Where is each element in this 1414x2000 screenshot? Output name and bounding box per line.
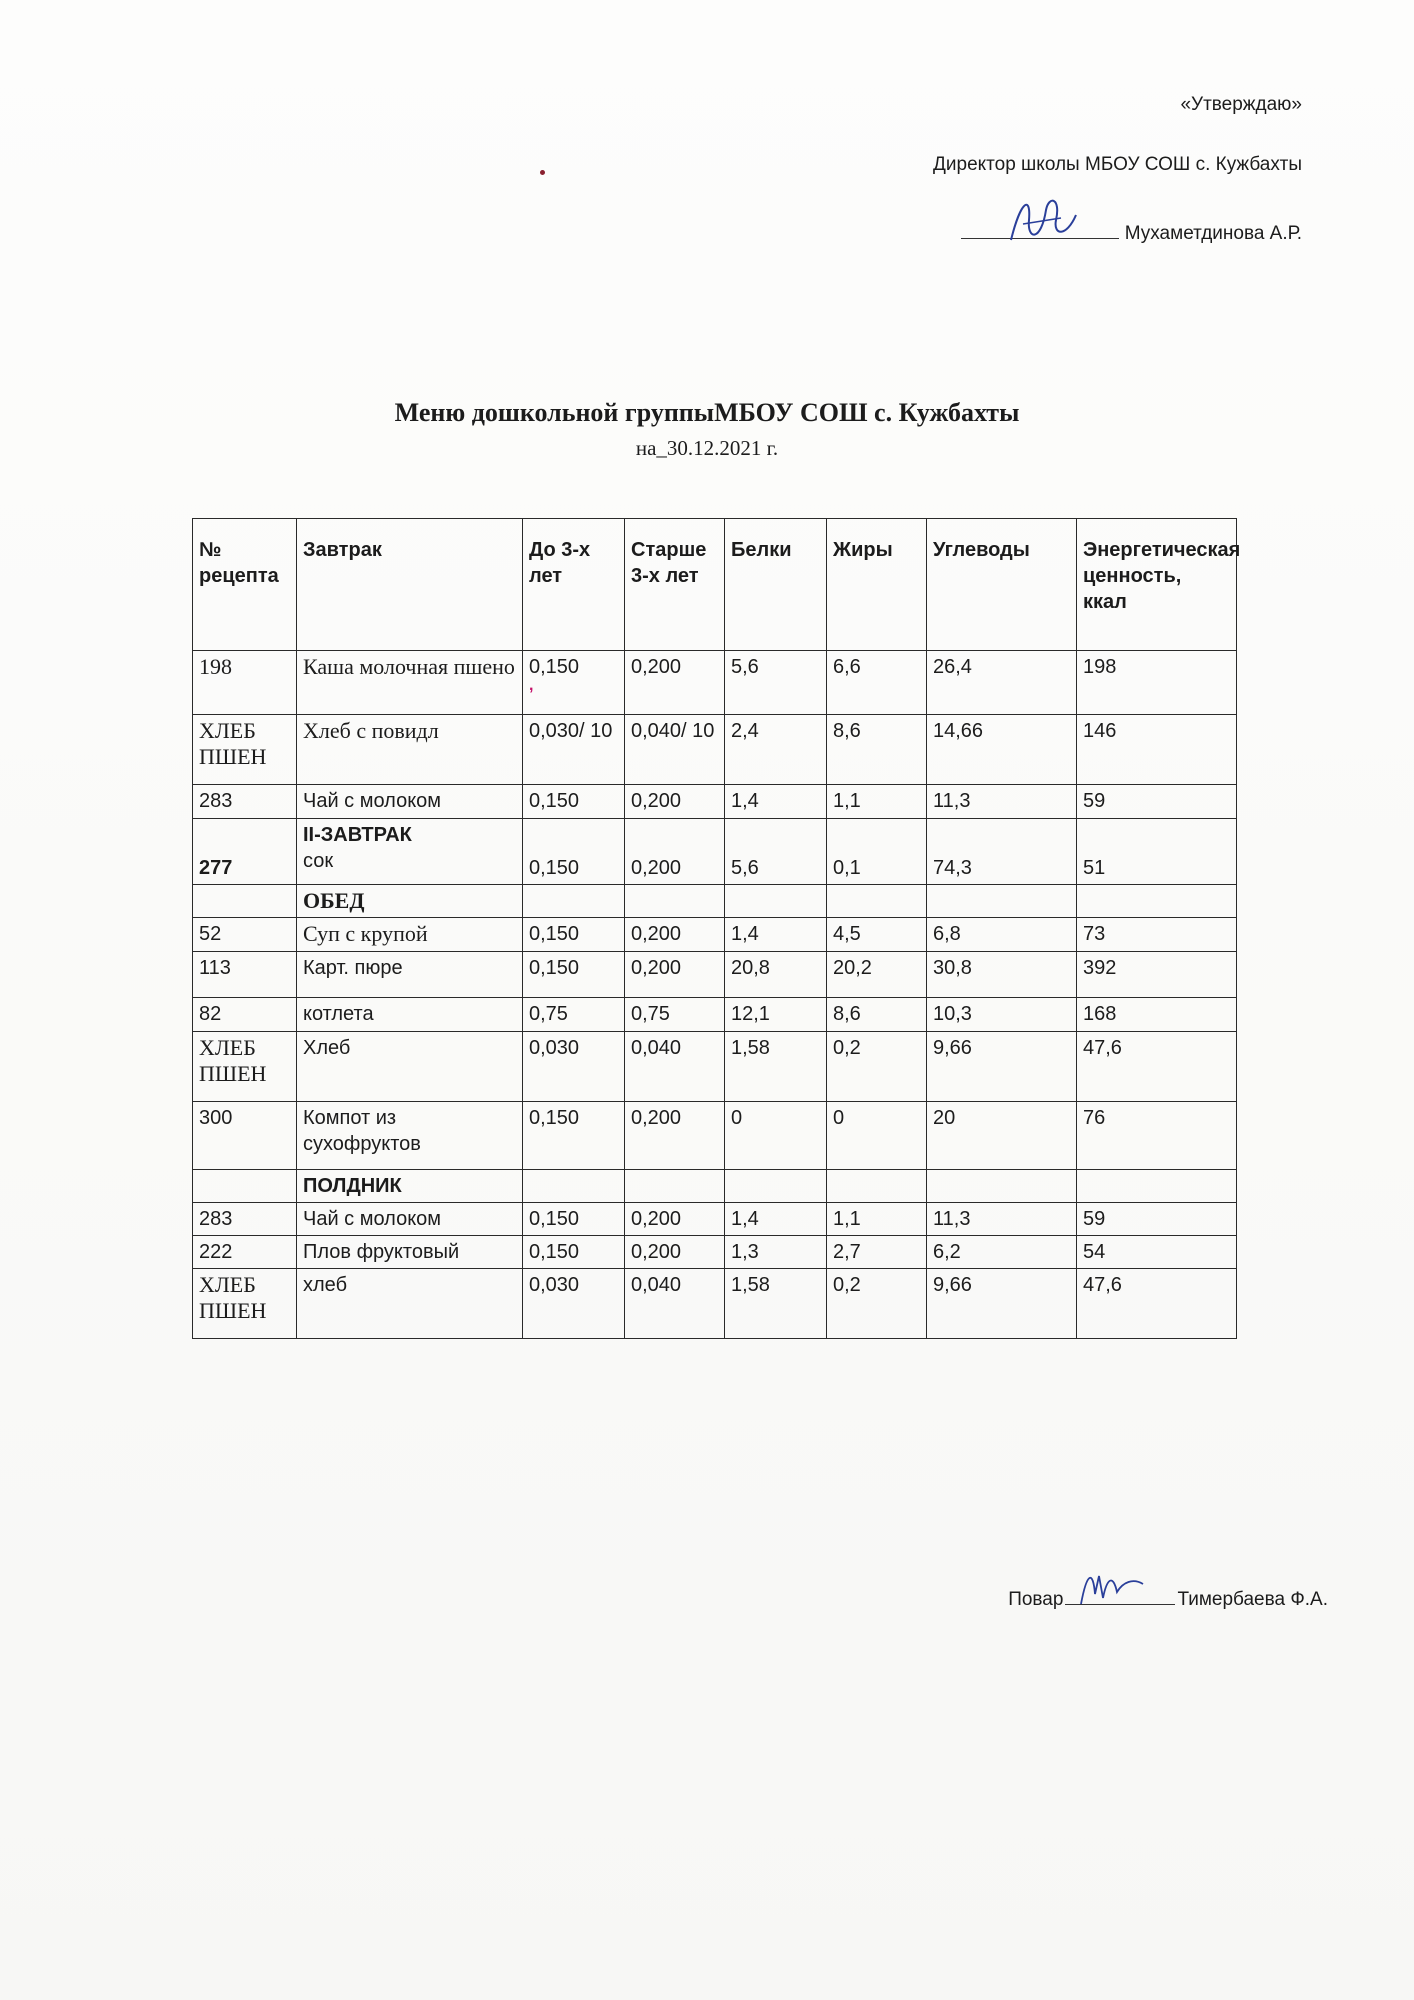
cell-fat: 0,2: [827, 1269, 927, 1339]
cell-under-3: 0,150 ,: [523, 651, 625, 715]
cell-carbs: 9,66: [927, 1269, 1077, 1339]
cell-dish: Чай с молоком: [297, 785, 523, 819]
cell-under-3: 0,150: [523, 952, 625, 998]
table-row: [193, 952, 1237, 998]
cell-over-3: 0,200: [625, 1203, 725, 1236]
cell-dish: Суп с крупой: [297, 918, 523, 952]
header-fat: Жиры: [827, 519, 927, 651]
cell-carbs: 26,4: [927, 651, 1077, 715]
cell-carbs: 14,66: [927, 715, 1077, 785]
cell-energy: 59: [1077, 785, 1237, 819]
cell-recipe: [193, 885, 297, 918]
cell-over-3: 0,040: [625, 1032, 725, 1102]
table-row: [193, 1203, 1237, 1236]
table-row: [193, 785, 1237, 819]
cell-carbs: 20: [927, 1102, 1077, 1170]
cell-dish: Плов фруктовый: [297, 1236, 523, 1269]
cook-name: Тимербаева Ф.А.: [1177, 1589, 1328, 1610]
signature-icon: [1001, 190, 1091, 250]
cell-over-3: 0,200: [625, 819, 725, 885]
table-row: [193, 1269, 1237, 1339]
cell-fat: 0: [827, 1102, 927, 1170]
cell-under-3: 0,150: [523, 918, 625, 952]
signature-icon: [1073, 1564, 1163, 1614]
cell-protein: 1,4: [725, 918, 827, 952]
cell-energy: 51: [1077, 819, 1237, 885]
table-section-row: [193, 885, 1237, 918]
section-afternoon-snack: ПОЛДНИК: [297, 1170, 523, 1203]
cell-fat: 8,6: [827, 715, 927, 785]
cook-label: Повар: [1008, 1589, 1064, 1610]
cell-over-3: [625, 885, 725, 918]
cell-under-3: 0,030: [523, 1269, 625, 1339]
cell-recipe: 277: [193, 819, 297, 885]
cell-fat: 2,7: [827, 1236, 927, 1269]
cell-protein: 0: [725, 1102, 827, 1170]
cell-under-3: [523, 1170, 625, 1203]
header-over-3: Старше 3-х лет: [625, 519, 725, 651]
cell-fat: 1,1: [827, 1203, 927, 1236]
table-row: [193, 918, 1237, 952]
cell-fat: 4,5: [827, 918, 927, 952]
table-row: [193, 1032, 1237, 1102]
cell-protein: 1,4: [725, 1203, 827, 1236]
table-row: [193, 819, 1237, 885]
cook-signature-block: [1008, 1586, 1328, 1611]
ink-dot: [540, 170, 545, 175]
cell-under-3: 0,150: [523, 1236, 625, 1269]
cell-under-3: [523, 885, 625, 918]
cell-energy: [1077, 885, 1237, 918]
cell-recipe: ХЛЕБ ПШЕН: [193, 1269, 297, 1339]
cell-recipe: 198: [193, 651, 297, 715]
cell-under-3: 0,150: [523, 785, 625, 819]
cell-protein: 20,8: [725, 952, 827, 998]
cell-fat: [827, 1170, 927, 1203]
cell-energy: 54: [1077, 1236, 1237, 1269]
cell-over-3: 0,200: [625, 952, 725, 998]
cell-dish: Каша молочная пшено: [297, 651, 523, 715]
cell-recipe: 222: [193, 1236, 297, 1269]
cell-under-3: 0,030: [523, 1032, 625, 1102]
cell-protein: 1,58: [725, 1032, 827, 1102]
cell-protein: 2,4: [725, 715, 827, 785]
cell-protein: 5,6: [725, 651, 827, 715]
cell-fat: 20,2: [827, 952, 927, 998]
cell-carbs: 10,3: [927, 998, 1077, 1032]
cell-energy: 392: [1077, 952, 1237, 998]
cell-energy: 76: [1077, 1102, 1237, 1170]
table-row: [193, 651, 1237, 715]
cell-under-3: 0,150: [523, 1203, 625, 1236]
approval-position: Директор школы МБОУ СОШ с. Кужбахты: [933, 154, 1302, 175]
cell-over-3: 0,200: [625, 785, 725, 819]
director-signature: [961, 220, 1119, 239]
cell-dish: хлеб: [297, 1269, 523, 1339]
cell-fat: 8,6: [827, 998, 927, 1032]
cell-carbs: [927, 885, 1077, 918]
section-second-breakfast: II-ЗАВТРАК: [303, 824, 412, 846]
menu-table: [192, 518, 1241, 1339]
cell-under-3: 0,75: [523, 998, 625, 1032]
cell-energy: 73: [1077, 918, 1237, 952]
cell-protein: [725, 1170, 827, 1203]
cell-recipe: 283: [193, 785, 297, 819]
cell-protein: 5,6: [725, 819, 827, 885]
cell-over-3: 0,75: [625, 998, 725, 1032]
cell-carbs: 6,8: [927, 918, 1077, 952]
table-row: [193, 1102, 1237, 1170]
pen-mark-icon: ,: [529, 677, 534, 694]
cell-recipe: 300: [193, 1102, 297, 1170]
cell-recipe: [193, 1170, 297, 1203]
cell-carbs: 9,66: [927, 1032, 1077, 1102]
cell-recipe: ХЛЕБ ПШЕН: [193, 1032, 297, 1102]
cell-energy: 59: [1077, 1203, 1237, 1236]
cell-recipe: ХЛЕБ ПШЕН: [193, 715, 297, 785]
cell-fat: 6,6: [827, 651, 927, 715]
cell-protein: 1,4: [725, 785, 827, 819]
cell-energy: 168: [1077, 998, 1237, 1032]
table-section-row: [193, 1170, 1237, 1203]
cell-over-3: 0,200: [625, 918, 725, 952]
cell-dish: Карт. пюре: [297, 952, 523, 998]
cook-signature: [1065, 1586, 1175, 1605]
header-under-3: До 3-х лет: [523, 519, 625, 651]
cell-over-3: [625, 1170, 725, 1203]
cell-energy: 146: [1077, 715, 1237, 785]
cell-carbs: 30,8: [927, 952, 1077, 998]
cell-protein: 1,3: [725, 1236, 827, 1269]
cell-carbs: 11,3: [927, 1203, 1077, 1236]
cell-dish: Компот из сухофруктов: [297, 1102, 523, 1170]
cell-carbs: [927, 1170, 1077, 1203]
approval-label: «Утверждаю»: [1180, 94, 1302, 115]
cell-protein: [725, 885, 827, 918]
cell-over-3: 0,200: [625, 1236, 725, 1269]
cell-over-3: 0,200: [625, 651, 725, 715]
cell-over-3: 0,040: [625, 1269, 725, 1339]
cell-fat: 1,1: [827, 785, 927, 819]
table-row: [193, 715, 1237, 785]
cell-carbs: 11,3: [927, 785, 1077, 819]
table-header-row: [193, 519, 1237, 651]
cell-energy: 47,6: [1077, 1032, 1237, 1102]
cell-carbs: 6,2: [927, 1236, 1077, 1269]
header-energy: Энергетическая ценность, ккал: [1077, 519, 1237, 651]
cell-recipe: 113: [193, 952, 297, 998]
cell-recipe: 82: [193, 998, 297, 1032]
table-row: [193, 1236, 1237, 1269]
cell-energy: 47,6: [1077, 1269, 1237, 1339]
cell-dish: II-ЗАВТРАК сок: [297, 819, 523, 885]
section-lunch: ОБЕД: [297, 885, 523, 918]
cell-dish: Хлеб с повидл: [297, 715, 523, 785]
cell-fat: 0,1: [827, 819, 927, 885]
cell-recipe: 283: [193, 1203, 297, 1236]
cell-fat: [827, 885, 927, 918]
cell-fat: 0,2: [827, 1032, 927, 1102]
cell-protein: 1,58: [725, 1269, 827, 1339]
cell-dish: котлета: [297, 998, 523, 1032]
cell-over-3: 0,200: [625, 1102, 725, 1170]
cell-recipe: 52: [193, 918, 297, 952]
page-subtitle: на_30.12.2021 г.: [635, 436, 779, 460]
header-carbs: Углеводы: [927, 519, 1077, 651]
cell-dish: Чай с молоком: [297, 1203, 523, 1236]
header-protein: Белки: [725, 519, 827, 651]
cell-under-3: 0,150: [523, 819, 625, 885]
cell-carbs: 74,3: [927, 819, 1077, 885]
cell-dish: Хлеб: [297, 1032, 523, 1102]
table-row: [193, 998, 1237, 1032]
cell-energy: [1077, 1170, 1237, 1203]
header-meal: Завтрак: [297, 519, 523, 651]
cell-protein: 12,1: [725, 998, 827, 1032]
approval-signatory: Мухаметдинова А.Р.: [1124, 223, 1302, 244]
page-title: Меню дошкольной группыМБОУ СОШ с. Кужбахты: [394, 398, 1020, 427]
approval-signature-line: [961, 220, 1302, 245]
header-recipe: № рецепта: [193, 519, 297, 651]
cell-over-3: 0,040/ 10: [625, 715, 725, 785]
cell-energy: 198: [1077, 651, 1237, 715]
cell-under-3: 0,030/ 10: [523, 715, 625, 785]
cell-under-3: 0,150: [523, 1102, 625, 1170]
